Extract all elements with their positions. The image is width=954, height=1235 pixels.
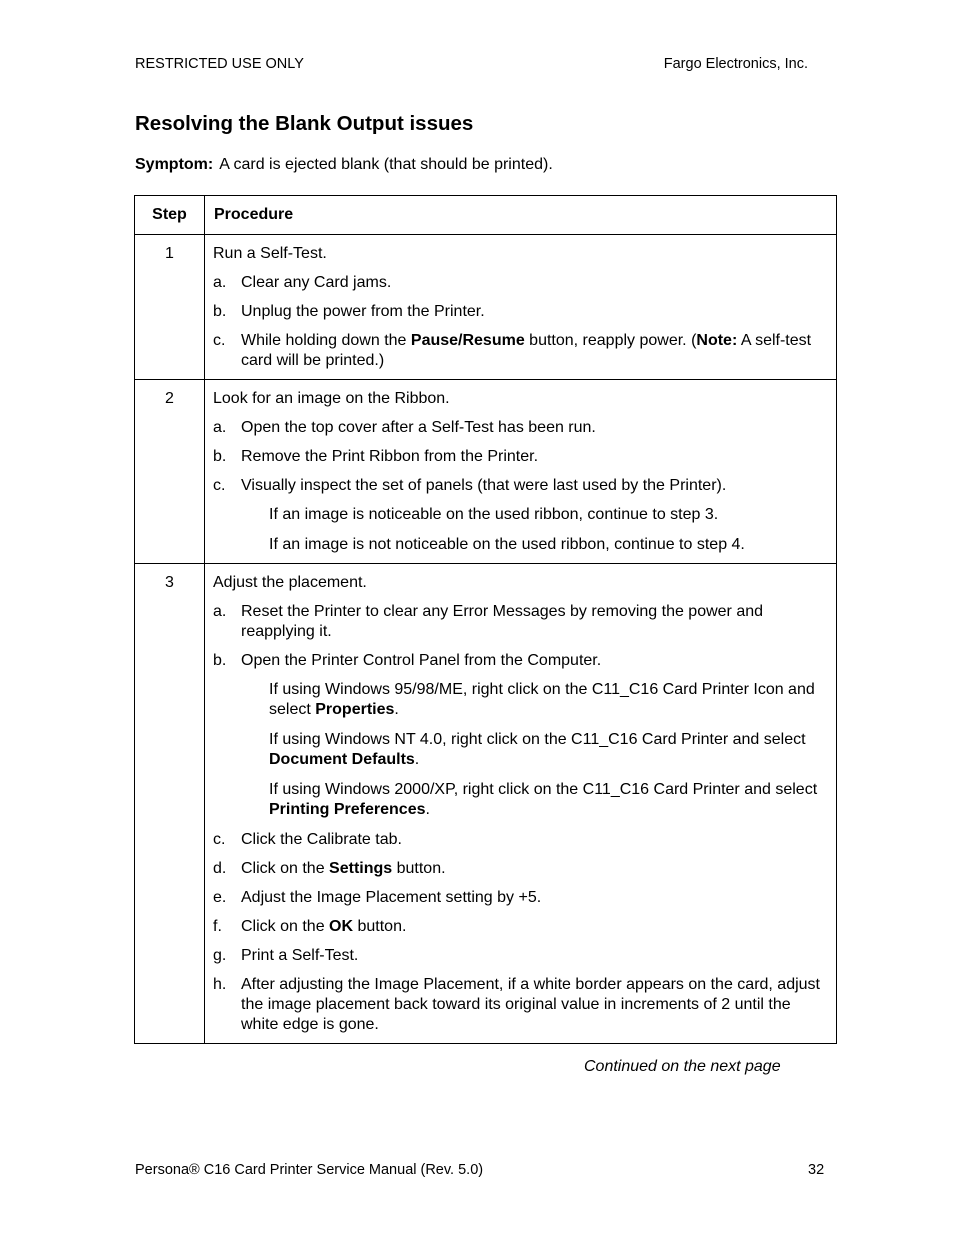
procedure-table	[134, 195, 837, 1044]
item-letter: a.	[213, 603, 227, 620]
text-run: Click on the	[241, 918, 330, 935]
step-number: 3	[135, 564, 205, 1044]
text-run: If using Windows 2000/XP, right click on the C11_C16 Card Printer and select	[269, 781, 818, 798]
list-item	[213, 830, 824, 850]
item-letter: a.	[213, 419, 227, 436]
list-item	[213, 447, 824, 467]
pause-resume-label: Pause/Resume	[410, 332, 525, 349]
item-letter: a.	[213, 274, 227, 291]
item-letter: b.	[213, 303, 227, 320]
header-company: Fargo Electronics, Inc.	[663, 56, 808, 72]
table-row	[135, 235, 837, 380]
item-letter: c.	[213, 332, 226, 349]
text-run: button, reapply power. (	[524, 332, 697, 349]
text-run: While holding down the	[241, 332, 411, 349]
list-item	[213, 651, 824, 671]
list-item	[213, 273, 824, 293]
list-item	[213, 331, 824, 371]
item-text: Print a Self-Test.	[241, 947, 359, 964]
item-letter: h.	[213, 976, 227, 993]
printing-preferences-label: Printing Preferences	[269, 801, 426, 818]
text-run: .	[425, 801, 430, 818]
item-letter: d.	[213, 860, 227, 877]
header-restricted: RESTRICTED USE ONLY	[135, 56, 304, 72]
text-run: If using Windows NT 4.0, right click on the C11_C16 Card Printer and select	[269, 731, 806, 748]
footer-manual-title: Persona® C16 Card Printer Service Manual (Rev. 5.0)	[135, 1162, 484, 1178]
item-text	[241, 859, 824, 879]
note-label: Note:	[696, 332, 738, 349]
table-row	[135, 380, 837, 564]
sub-note	[269, 730, 824, 770]
item-text: Unplug the power from the Printer.	[241, 303, 485, 320]
step-column-header: Step	[135, 196, 205, 235]
list-item	[213, 888, 824, 908]
list-item	[213, 418, 824, 438]
text-run: A self-test card will be printed.)	[241, 332, 812, 369]
item-letter: f.	[213, 918, 222, 935]
step-lead: Run a Self-Test.	[213, 245, 327, 262]
text-run: button.	[392, 860, 446, 877]
ok-label: OK	[329, 918, 354, 935]
table-row	[135, 564, 837, 1044]
page-title: Resolving the Blank Output issues	[135, 112, 474, 135]
list-item	[213, 946, 824, 966]
text-run: button.	[353, 918, 407, 935]
sub-note: If an image is not noticeable on the used ribbon, continue to step 4.	[269, 536, 745, 553]
item-text	[241, 917, 824, 937]
symptom-label: Symptom:	[135, 156, 214, 173]
step-procedure	[205, 380, 837, 564]
text-run: If using Windows 95/98/ME, right click on the C11_C16 Card Printer Icon and select	[269, 681, 815, 718]
list-item	[213, 476, 824, 496]
item-text: Open the top cover after a Self-Test has been run.	[241, 419, 596, 436]
item-text: Remove the Print Ribbon from the Printer.	[241, 448, 539, 465]
symptom-line	[135, 156, 553, 174]
item-letter: e.	[213, 889, 227, 906]
list-item	[213, 302, 824, 322]
text-run: Click on the	[241, 860, 330, 877]
list-item	[213, 975, 824, 1035]
page-number: 32	[808, 1162, 825, 1178]
item-text: Open the Printer Control Panel from the Computer.	[241, 652, 602, 669]
procedure-column-header: Procedure	[205, 196, 837, 235]
item-text: Reset the Printer to clear any Error Messages by removing the power and reapplying it.	[241, 603, 764, 640]
item-text: Visually inspect the set of panels (that were last used by the Printer).	[241, 477, 727, 494]
step-lead: Adjust the placement.	[213, 574, 367, 591]
document-defaults-label: Document Defaults	[269, 751, 415, 768]
list-item	[213, 917, 824, 937]
sub-note	[269, 680, 824, 720]
step-number: 2	[135, 380, 205, 564]
sub-note	[269, 780, 824, 820]
step-procedure	[205, 235, 837, 380]
settings-label: Settings	[329, 860, 393, 877]
item-text: Click the Calibrate tab.	[241, 831, 402, 848]
step-lead: Look for an image on the Ribbon.	[213, 390, 450, 407]
text-run: .	[394, 701, 399, 718]
symptom-text: A card is ejected blank (that should be printed).	[219, 156, 553, 173]
item-letter: b.	[213, 652, 227, 669]
item-letter: g.	[213, 947, 227, 964]
item-text: After adjusting the Image Placement, if a white border appears on the card, adjust the image placement back toward its original value in increments of 2 until the white edge is gone.	[241, 976, 820, 1033]
item-letter: b.	[213, 448, 227, 465]
item-text: Clear any Card jams.	[241, 274, 392, 291]
continued-note: Continued on the next page	[584, 1058, 781, 1075]
list-item	[213, 602, 824, 642]
item-letter: c.	[213, 831, 226, 848]
step-procedure	[205, 564, 837, 1044]
properties-label: Properties	[315, 701, 395, 718]
item-text: Adjust the Image Placement setting by +5.	[241, 889, 542, 906]
list-item	[213, 859, 824, 879]
item-text	[241, 331, 824, 371]
step-number: 1	[135, 235, 205, 380]
table-header-row	[135, 196, 837, 235]
sub-note: If an image is noticeable on the used ribbon, continue to step 3.	[269, 506, 719, 523]
item-letter: c.	[213, 477, 226, 494]
text-run: .	[414, 751, 420, 768]
